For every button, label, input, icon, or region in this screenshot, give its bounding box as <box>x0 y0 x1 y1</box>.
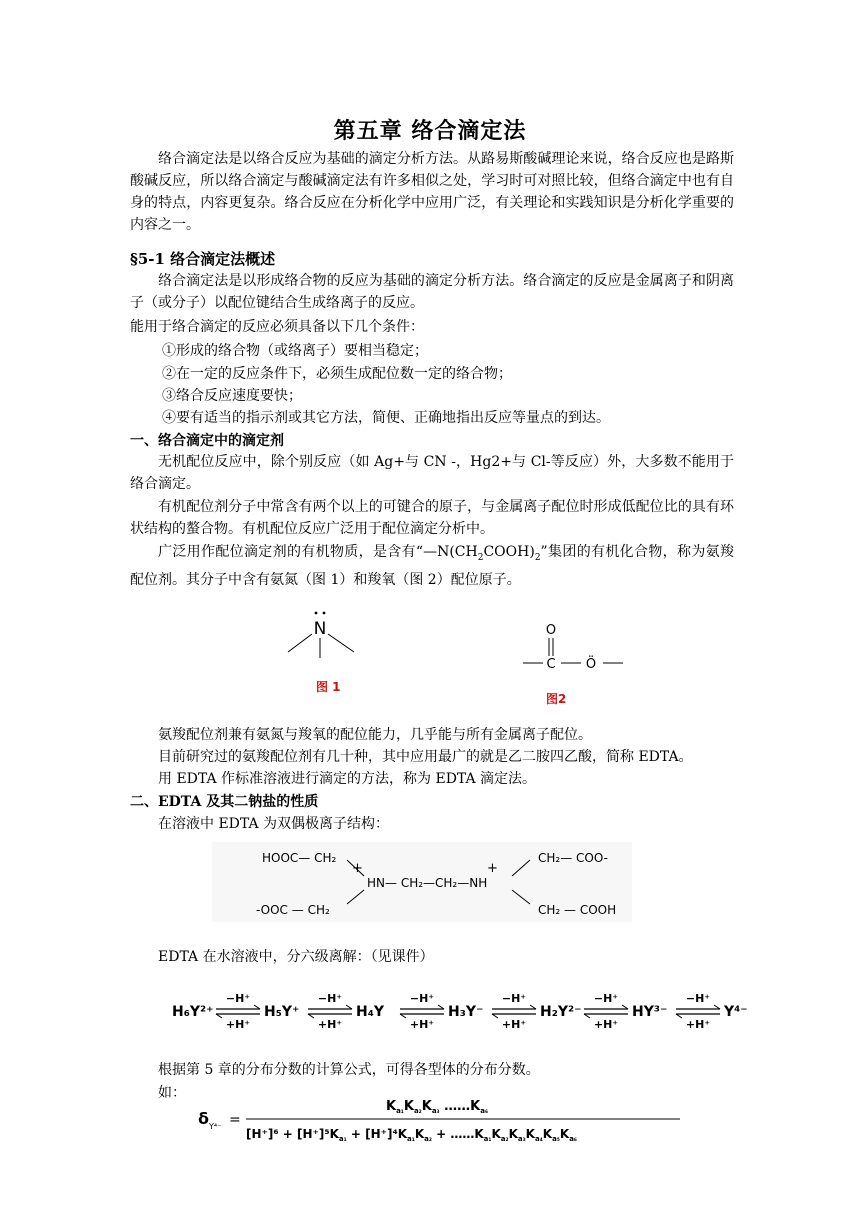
plus-h-label-0: +H⁺ <box>225 1018 251 1031</box>
fig2-oxygen: Ö <box>585 657 597 672</box>
edta-zwitterion-structure <box>212 842 632 922</box>
part2-heading: 二、EDTA 及其二钠盐的性质 <box>130 794 319 810</box>
part1-heading: 一、络合滴定中的滴定剂 <box>130 433 284 449</box>
struct-plus-left: + <box>352 861 363 876</box>
edta-dissociation-chain <box>172 986 748 1036</box>
species-1: H₅Y⁺ <box>264 1004 300 1020</box>
plus-h-label-4: +H⁺ <box>593 1018 619 1031</box>
condition-item-1: ①形成的络合物（或络离子）要相当稳定； <box>162 343 428 359</box>
condition-item-4: ④要有适当的指示剂或其它方法，简便、正确地指出反应等量点的到达。 <box>162 410 610 426</box>
condition-item-2: ②在一定的反应条件下，必须生成配位数一定的络合物； <box>162 366 512 382</box>
plus-h-label-2: +H⁺ <box>409 1018 435 1031</box>
section-paragraph-1: 络合滴定法是以形成络合物的反应为基础的滴定分析方法。络合滴定的反应是金属离子和阴离子（或分子）以配位键结合生成络离子的反应。 <box>130 273 734 311</box>
figure-2-carboxyl-oxygen <box>515 620 635 672</box>
chapter-title: 第五章 络合滴定法 <box>333 118 527 144</box>
condition-item-3: ③络合反应速度要快； <box>162 388 302 404</box>
fig2-carbon: C <box>546 657 556 672</box>
part1-paragraph-2: 有机配位剂分子中常含有两个以上的可键合的原子，与金属离子配位时形成低配位比的具有环状结构的螯合物。有机配位反应广泛用于配位滴定分析中。 <box>130 499 734 537</box>
part1-paragraph-1: 无机配位反应中，除个别反应（如 Ag+与 CN -，Hg2+与 Cl-等反应）外，大多数不能用于络合滴定。 <box>130 454 734 492</box>
species-3: H₃Y⁻ <box>448 1004 484 1020</box>
fig1-nitrogen-atom: N <box>313 619 327 639</box>
part2-paragraph-4: 如： <box>158 1085 186 1101</box>
species-2: H₄Y <box>356 1004 384 1020</box>
minus-h-label-4: −H⁺ <box>593 992 619 1005</box>
part2-paragraph-1: 在溶液中 EDTA 为双偶极离子结构： <box>158 816 390 832</box>
species-6: Y⁴⁻ <box>724 1004 748 1020</box>
part1-paragraph-4: 氨羧配位剂兼有氨氮与羧氧的配位能力，几乎能与所有金属离子配位。 <box>158 727 592 743</box>
section-paragraph-2: 能用于络合滴定的反应必须具备以下几个条件： <box>130 319 424 335</box>
fig2-oxygen-top: O <box>545 623 557 638</box>
plus-h-label-5: +H⁺ <box>685 1018 711 1031</box>
species-0: H₆Y²⁺ <box>172 1004 214 1020</box>
minus-h-label-5: −H⁺ <box>685 992 711 1005</box>
svg-text:Y⁴⁻: Y⁴⁻ <box>209 1122 222 1131</box>
minus-h-label-2: −H⁺ <box>409 992 435 1005</box>
figure-1-amine-nitrogen <box>280 606 380 664</box>
minus-h-label-1: −H⁺ <box>317 992 343 1005</box>
svg-text:[H⁺]⁶ + [H⁺]⁵Ka₁ + [H⁺]⁴Ka₁Ka₂: $[H^+]^6 + [H^+]^5K_{a_1} + [H^+]^4K_{a_1}K_{a_2}$ + $\dots\dots K_{a_1}K_{a_2}K_{a_3}K_{a_4}K_{a_5}K_{a_6}$ <box>246 1127 577 1143</box>
figure-1-label: 图 1 <box>316 680 341 694</box>
figure-2-label: 图2 <box>546 692 567 706</box>
part2-paragraph-3: 根据第 5 章的分布分数的计算公式，可得各型体的分布分数。 <box>158 1062 540 1078</box>
svg-text:Ka₁Ka₂Ka₃ ……Ka₆: $K_{a_1}K_{a_2}K_{a_3}$ $\dots\dots K_{a_6}$ <box>386 1099 489 1115</box>
part2-paragraph-2: EDTA 在水溶液中，分六级离解：（见课件） <box>158 949 434 965</box>
species-4: H₂Y²⁻ <box>540 1004 582 1020</box>
distribution-fraction-formula <box>196 1092 696 1150</box>
struct-ooc: -OOC — CH₂ <box>256 903 330 917</box>
part1-paragraph-5: 目前研究过的氨羧配位剂有几十种，其中应用最广的就是乙二胺四乙酸，简称 EDTA。 <box>158 749 693 765</box>
minus-h-label-3: −H⁺ <box>501 992 527 1005</box>
minus-h-label-0: −H⁺ <box>225 992 251 1005</box>
intro-paragraph: 络合滴定法是以络合反应为基础的滴定分析方法。从路易斯酸碱理论来说，络合反应也是路斯酸碱反应，所以络合滴定与酸碱滴定法有许多相似之处，学习时可对照比较，但络合滴定中也有自身的特点，内容更复杂。络合反应在分析化学中应用广泛，有关理论和实践知识是分析化学重要的内容之一。 <box>130 151 734 233</box>
svg-text:=: = <box>229 1112 241 1128</box>
species-5: HY³⁻ <box>632 1004 668 1020</box>
struct-ch2-cooh: CH₂ — COOH <box>538 903 617 917</box>
struct-plus-right: + <box>487 861 498 876</box>
struct-ch2-coo: CH₂— COO- <box>538 851 608 865</box>
plus-h-label-3: +H⁺ <box>501 1018 527 1031</box>
struct-backbone: HN— CH₂—CH₂—NH <box>367 876 488 890</box>
struct-hooc: HOOC— CH₂ <box>262 851 337 865</box>
svg-text:δ: δ <box>198 1109 209 1128</box>
section-heading: §5-1 络合滴定法概述 <box>130 250 276 268</box>
plus-h-label-1: +H⁺ <box>317 1018 343 1031</box>
part1-paragraph-6: 用 EDTA 作标准溶液进行滴定的方法，称为 EDTA 滴定法。 <box>158 771 537 787</box>
part1-paragraph-3: 广泛用作配位滴定剂的有机物质，是含有“$—N(CH_2COOH)_2$”集团的有机化合物，称为氨羧配位剂。其分子中含有氨氮（图 1）和羧氧（图 2）配位原子。 <box>130 544 734 588</box>
